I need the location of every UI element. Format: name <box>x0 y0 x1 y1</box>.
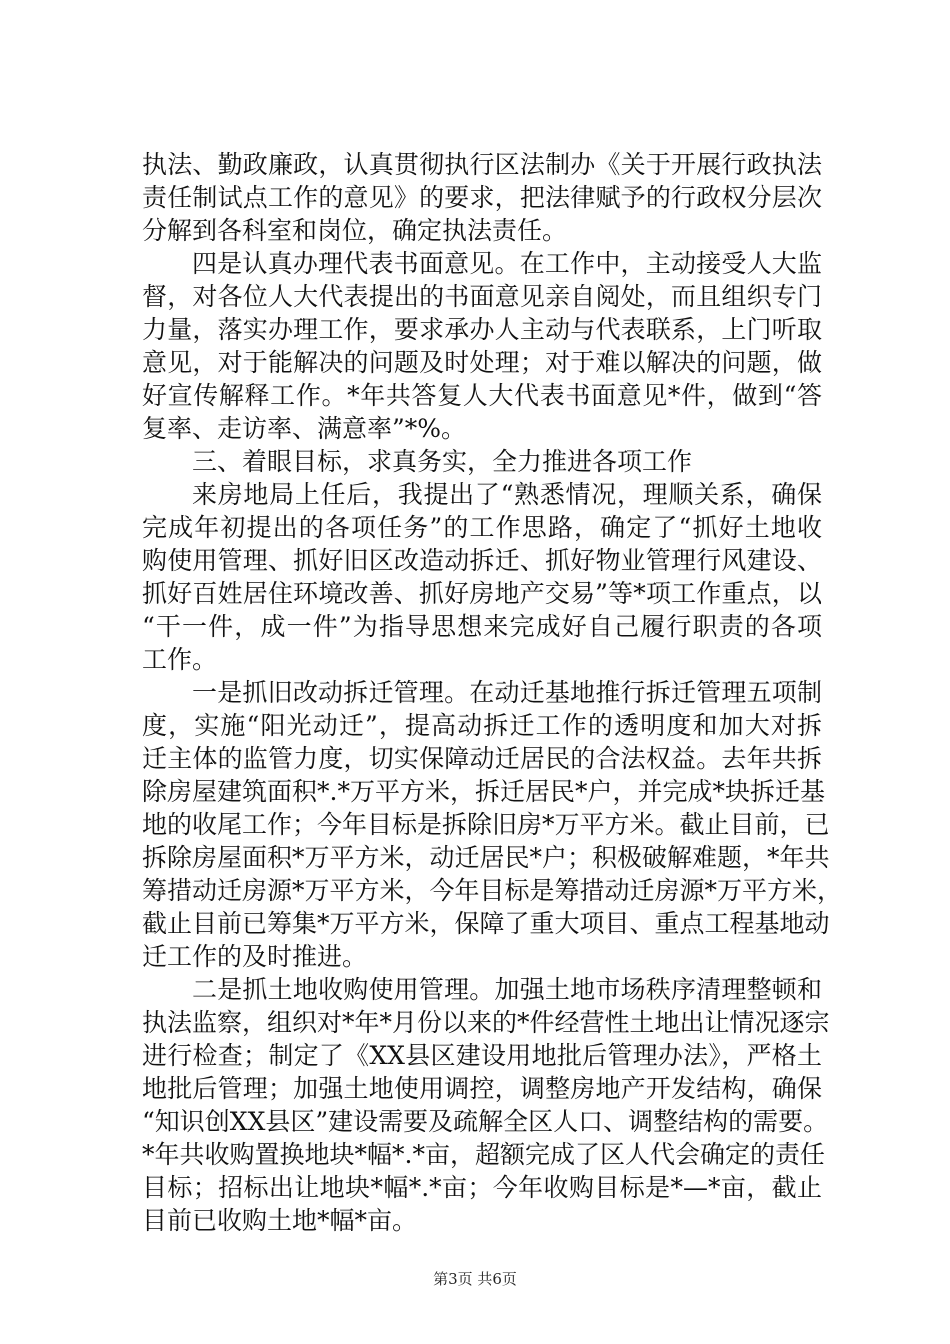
text-line: 迁主体的监管力度，切实保障动迁居民的合法权益。去年共拆 <box>142 744 822 773</box>
text-line: 好宣传解释工作。*年共答复人大代表书面意见*件，做到“答 <box>142 381 822 410</box>
text-line: 购使用管理、抓好旧区改造动拆迁、抓好物业管理行风建设、 <box>142 546 822 575</box>
document-body <box>142 148 843 1237</box>
text-line: 除房屋建筑面积*.*万平方米，拆迁居民*户，并完成*块拆迁基 <box>142 777 825 806</box>
text-line: 地的收尾工作；今年目标是拆除旧房*万平方米。截止目前，已 <box>142 810 830 839</box>
page-number-label: 第3页 共6页 <box>433 1270 517 1288</box>
text-line: 筹措动迁房源*万平方米，今年目标是筹措动迁房源*万平方米， <box>142 876 843 905</box>
text-line: 执法监察，组织对*年*月份以来的*件经营性土地出让情况逐宗 <box>142 1008 830 1037</box>
text-line: 意见，对于能解决的问题及时处理；对于难以解决的问题，做 <box>142 348 822 377</box>
text-line: 复率、走访率、满意率”*%。 <box>142 414 467 443</box>
text-line: 来房地局上任后，我提出了“熟悉情况，理顺关系，确保 <box>192 480 822 509</box>
text-line: 二是抓土地收购使用管理。加强土地市场秩序清理整顿和 <box>192 975 822 1004</box>
text-line: 抓好百姓居住环境改善、抓好房地产交易”等*项工作重点，以 <box>142 579 822 608</box>
text-line: *年共收购置换地块*幅*.*亩，超额完成了区人代会确定的责任 <box>142 1140 825 1169</box>
text-line: 度，实施“阳光动迁”，提高动拆迁工作的透明度和加大对拆 <box>142 711 822 740</box>
text-line: 一是抓旧改动拆迁管理。在动迁基地推行拆迁管理五项制 <box>192 678 822 707</box>
text-line: 分解到各科室和岗位，确定执法责任。 <box>142 216 568 245</box>
section-heading-3 <box>142 445 822 478</box>
text-line: 目标；招标出让地块*幅*.*亩；今年收购目标是*—*亩，截止 <box>142 1173 822 1202</box>
para-2 <box>142 247 822 445</box>
text-line: 迁工作的及时推进。 <box>142 942 368 971</box>
text-line: “干一件，成一件”为指导思想来完成好自己履行职责的各项 <box>142 612 822 641</box>
text-line: 截止目前已筹集*万平方米，保障了重大项目、重点工程基地动 <box>142 909 830 938</box>
text-line: 督，对各位人大代表提出的书面意见亲自阅处，而且组织专门 <box>142 282 822 311</box>
text-line: 进行检查；制定了《XX县区建设用地批后管理办法》，严格土 <box>142 1041 822 1070</box>
para-5 <box>142 973 830 1237</box>
text-line: “知识创XX县区”建设需要及疏解全区人口、调整结构的需要。 <box>142 1107 829 1136</box>
text-line: 拆除房屋面积*万平方米，动迁居民*户；积极破解难题，*年共 <box>142 843 830 872</box>
text-line: 力量，落实办理工作，要求承办人主动与代表联系，上门听取 <box>142 315 822 344</box>
text-line: 四是认真办理代表书面意见。在工作中，主动接受人大监 <box>192 249 822 278</box>
text-line: 地批后管理；加强土地使用调控，调整房地产开发结构，确保 <box>142 1074 822 1103</box>
text-line: 完成年初提出的各项任务”的工作思路，确定了“抓好土地收 <box>142 513 822 542</box>
para-3 <box>142 478 822 676</box>
text-line: 目前已收购土地*幅*亩。 <box>142 1206 418 1235</box>
para-4 <box>142 676 843 973</box>
text-line: 执法、勤政廉政，认真贯彻执行区法制办《关于开展行政执法 <box>142 150 822 179</box>
text-line: 责任制试点工作的意见》的要求，把法律赋予的行政权分层次 <box>142 183 822 212</box>
text-line: 工作。 <box>142 645 218 674</box>
para-1 <box>142 148 822 247</box>
text-line: 三、着眼目标，求真务实，全力推进各项工作 <box>192 447 693 476</box>
page-footer <box>0 1268 950 1289</box>
